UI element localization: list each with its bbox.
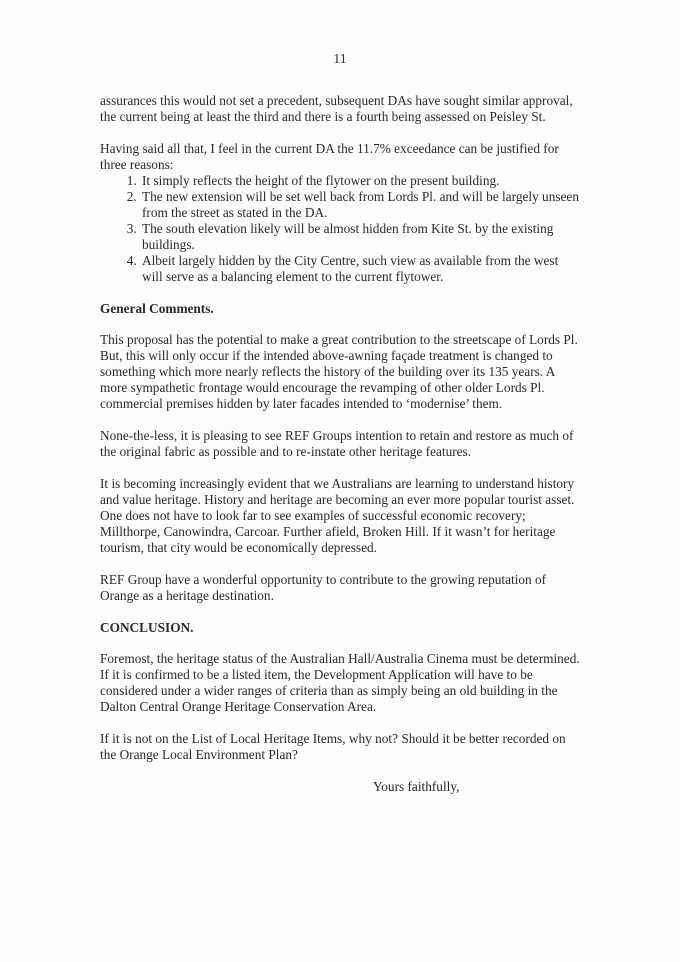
letter-body (100, 93, 580, 811)
list-item: 4. Albeit largely hidden by the City Centre, such view as available from the west will serve as a balancing element to the current flytower. (140, 253, 580, 285)
paragraph-streetscape: This proposal has the potential to make a great contribution to the streetscape of Lords Pl. But, this will only occur if the intended above-awning façade treatment is changed to something which more nearly reflects the history of the building over its 135 years. A more sympathetic frontage would encourage the revamping of other older Lords Pl. commercial premises hidden by later facades intended to ‘modernise’ them. (100, 332, 578, 411)
paragraph-precedent: assurances this would not set a precedent, subsequent DAs have sought similar approval, the current being at least the third and there is a fourth being assessed on Peisley St. (100, 93, 573, 124)
paragraph-heritage-status: Foremost, the heritage status of the Australian Hall/Australia Cinema must be determined. If it is confirmed to be a listed item, the Development Application will have to be considered under a wider ranges of criteria than as simply being an old building in the Dalton Central Orange Heritage Conservation Area. (100, 651, 580, 714)
list-item: 3. The south elevation likely will be almost hidden from Kite St. by the existing buildings. (140, 221, 580, 253)
list-item: 1. It simply reflects the height of the flytower on the present building. (140, 173, 580, 189)
paragraph-opportunity: REF Group have a wonderful opportunity to contribute to the growing reputation of Orange as a heritage destination. (100, 572, 547, 603)
paragraph-retain-restore: None-the-less, it is pleasing to see REF Groups intention to retain and restore as much of the original fabric as possible and to re-instate other heritage features. (100, 428, 574, 459)
list-item: 2. The new extension will be set well back from Lords Pl. and will be largely unseen from the street as stated in the DA. (140, 189, 580, 221)
page-number: 11 (333, 52, 347, 67)
signoff: Yours faithfully, (373, 779, 460, 794)
conclusion-heading: CONCLUSION. (100, 620, 194, 635)
paragraph-heritage-list: If it is not on the List of Local Heritage Items, why not? Should it be better recorded on the Orange Local Environment Plan? (100, 731, 566, 762)
paragraph-heritage-tourism: It is becoming increasingly evident that we Australians are learning to understand history and value heritage. History and heritage are becoming an ever more popular tourist asset. One does not have to look far to see examples of successful economic recovery; Millthorpe, Canowindra, Carcoar. Further afield, Broken Hill. If it wasn’t for heritage tourism, that city would be economically depressed. (100, 476, 575, 555)
reasons-list (100, 173, 580, 285)
paragraph-exceedance-intro: Having said all that, I feel in the current DA the 11.7% exceedance can be justified for three reasons: (100, 141, 559, 172)
general-comments-heading: General Comments. (100, 301, 214, 316)
